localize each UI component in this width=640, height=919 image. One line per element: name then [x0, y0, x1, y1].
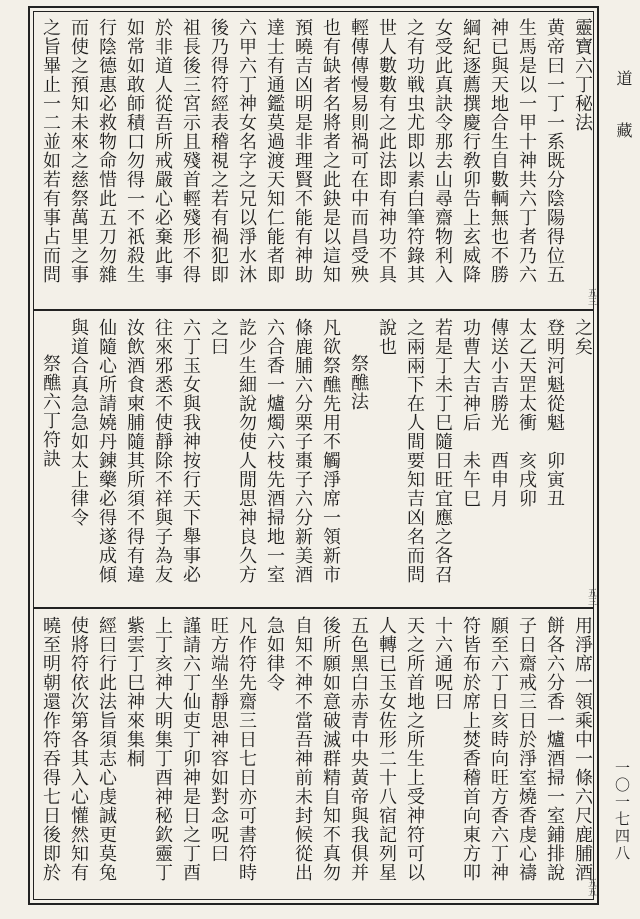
page-marker: 五三 — [586, 588, 596, 606]
text-column: 條鹿脯六分栗子棗子六分新美酒 — [292, 318, 313, 584]
text-column: 神已與天地合生自數輌無也不勝 — [488, 18, 509, 284]
text-column: 之矣 — [572, 318, 593, 356]
text-column: 功曹大吉神后 未午巳 — [460, 318, 481, 508]
text-column: 靈寶六丁秘法 — [572, 18, 593, 132]
text-column: 六甲六丁神女名字之兄以淨水沐 — [236, 18, 257, 284]
text-column: 六合香一爐燭六枝先酒掃地一室 — [264, 318, 285, 584]
text-column: 十六通呪曰 — [432, 616, 453, 711]
text-column: 之旨畢止一二並如若有事占而問 — [40, 18, 61, 284]
top-panel — [34, 12, 596, 308]
text-column: 太乙天罡太衝 亥戌卯 — [516, 318, 537, 508]
page-marker: 五三 — [586, 288, 596, 306]
collection-title: 道 藏 — [614, 70, 633, 148]
text-column: 也有缺者名將者之此鈌是以這知 — [320, 18, 341, 284]
text-column: 如常如敢師積口勿得一不祇殺生 — [124, 18, 145, 284]
page-marker: 五五 — [586, 878, 596, 896]
text-column: 六丁玉女與我神按行天下舉事必 — [180, 318, 201, 584]
text-column: 天之所首地之所生上受神符可以 — [404, 616, 425, 882]
panel-divider — [33, 607, 594, 609]
text-column: 之兩兩下在人間要知吉凶名而問 — [404, 318, 425, 584]
text-column: 祖長後三宮示且殘首輕殘形不得 — [180, 18, 201, 284]
text-column: 與道合真急急如太上律令 — [68, 318, 89, 527]
text-column: 上丁亥神大明集丁酉神秘欽靈丁 — [152, 616, 173, 882]
text-column: 往來邪悉不使靜除不祥與子為友 — [152, 318, 173, 584]
text-column: 後乃得符經表稽視之若有禍犯即 — [208, 18, 229, 284]
middle-panel — [34, 312, 596, 606]
text-column: 女受此真訣令那去山尋齋物利入 — [432, 18, 453, 284]
text-column: 餅各六分香一爐酒掃一室鋪排說 — [544, 616, 565, 882]
text-column: 符皆布於席上焚香稽首向東方叩 — [460, 616, 481, 882]
text-column: 輕傳傳慢易則禍可在中而昌受殃 — [348, 18, 369, 284]
text-column: 急如律令 — [264, 616, 285, 692]
text-column: 凡欲祭醮先用不觸淨席一領新市 — [320, 318, 341, 584]
page-number: 一〇一七四八 — [613, 760, 631, 862]
text-column: 五色黑白赤青中央黃帝與我俱并 — [348, 616, 369, 882]
text-column: 訖少生細說勿使人閒思神良久方 — [236, 318, 257, 584]
text-column: 登明河魁從魁 卯寅丑 — [544, 318, 565, 508]
text-column: 行陰德惠必救物命惜此五刀勿雜 — [96, 18, 117, 284]
text-column: 汝飲酒食柬脯隨其所須不得有違 — [124, 318, 145, 584]
text-column: 旺方端坐靜思神容如對念呪曰 — [208, 616, 229, 863]
text-column: 曉至明朝還作符吞得七日後即於 — [40, 616, 61, 882]
page-frame — [28, 6, 599, 905]
text-column: 子日齋戒三日於淨室燒香虔心禱 — [516, 616, 537, 882]
bottom-panel — [34, 610, 596, 896]
text-column: 後所願如意破滅群精自知不真勿 — [320, 616, 341, 882]
panel-divider — [33, 309, 594, 311]
text-column: 謹請六丁仙吏丁卯神是日之丁酉 — [180, 616, 201, 882]
section-heading: 祭醮六丁符訣 — [40, 354, 61, 468]
text-column: 若是丁未丁巳隨日旺宜應之各召 — [432, 318, 453, 584]
text-column: 綱紀逐薦撰慶行敎卯告上玄威降 — [460, 18, 481, 284]
text-column: 世人數數有之此法即有神功不具 — [376, 18, 397, 284]
text-column: 人轉已玉女佐形二十八宿記列星 — [376, 616, 397, 882]
text-column: 經曰行此法旨須志心虔誠更莫兔 — [96, 616, 117, 882]
text-column: 願至六丁日亥時向旺方香六丁神 — [488, 616, 509, 882]
text-column: 而使之預知未來之慈祭萬里之事 — [68, 18, 89, 284]
text-column: 自知不神不當吾神前未封候從出 — [292, 616, 313, 882]
text-column: 預曉吉凶明是非理賢不能有神助 — [292, 18, 313, 284]
text-column: 凡作符先齋三日七日亦可書符時 — [236, 616, 257, 882]
text-column: 使將符依次第各其入心懽然知有 — [68, 616, 89, 882]
text-column: 之曰 — [208, 318, 229, 356]
text-column: 達士有通鑑莫過渡天知仁能者即 — [264, 18, 285, 284]
text-column: 用淨席一領乘中一條六尺鹿脯酒 — [572, 616, 593, 882]
text-column: 於非道人從吾所戒嚴心必棄此事 — [152, 18, 173, 284]
text-column: 生馬是以一甲十神共六丁者乃六 — [516, 18, 537, 284]
text-column: 傳送小吉勝光 酉申月 — [488, 318, 509, 508]
text-column: 黄帝曰一丁一系既分陰陽得位五 — [544, 18, 565, 284]
text-column: 仙隨心所請嬈丹錬藥必得遂成傾 — [96, 318, 117, 584]
text-column: 紫雲丁巳神來集桐 — [124, 616, 145, 768]
section-heading: 祭醮法 — [348, 354, 369, 411]
text-column: 之有功戦虫尤即以素白筆符錄其 — [404, 18, 425, 284]
text-column: 說也 — [376, 318, 397, 356]
